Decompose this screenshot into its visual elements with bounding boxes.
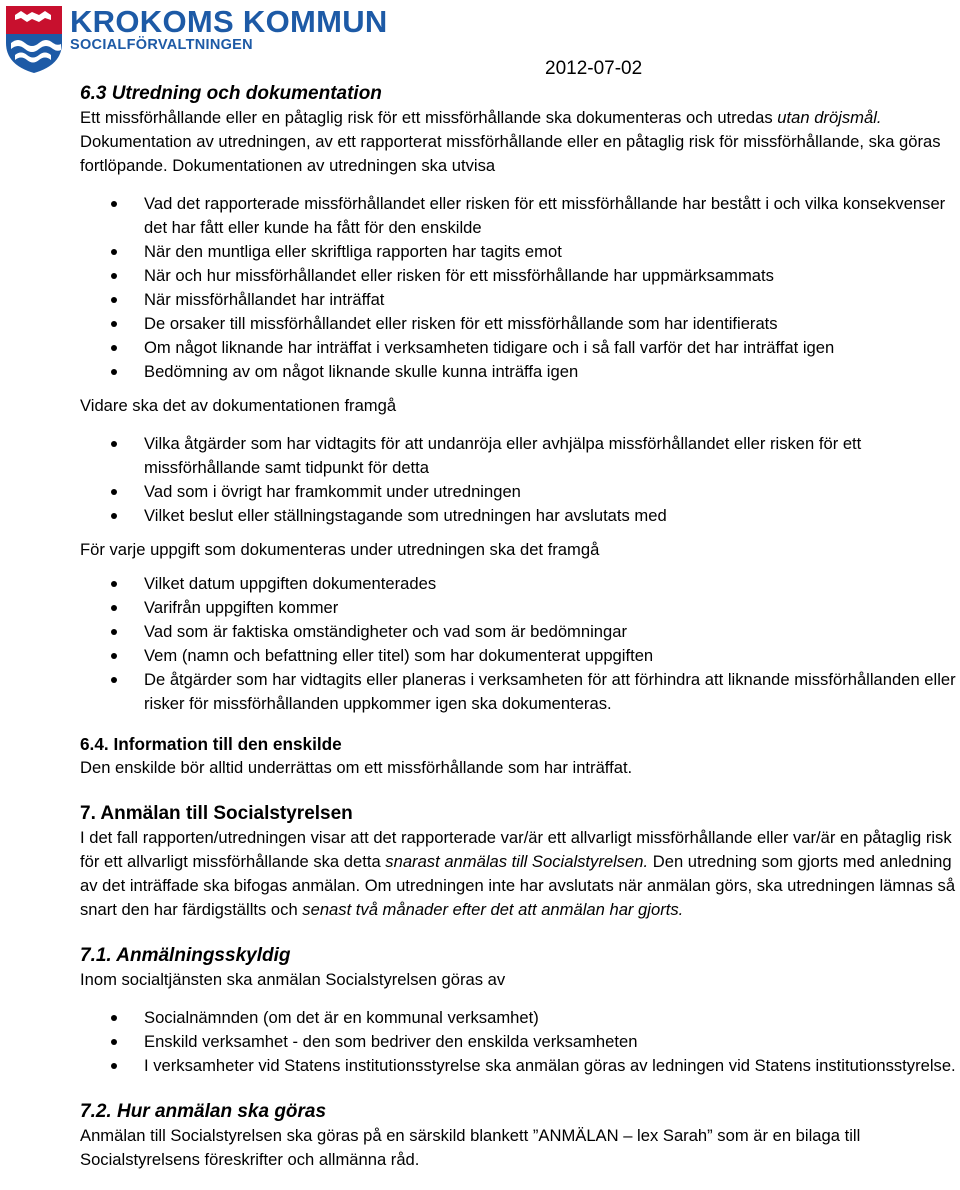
list-item: Bedömning av om något liknande skulle kunna inträffa igen	[80, 360, 960, 384]
intro-text-emphasis: utan dröjsmål.	[777, 108, 882, 127]
heading-6-3: 6.3 Utredning och dokumentation	[80, 83, 382, 104]
list-item: Vad det rapporterade missförhållandet eller risken för ett missförhållande har bestått i och vilka konsekvenser det har fått eller kunde ha fått för den enskilde	[80, 192, 960, 240]
list-item: I verksamheter vid Statens institutionsstyrelse ska anmälan göras av ledningen vid Statens institutionsstyrelse.	[80, 1054, 960, 1078]
paragraph-further: Vidare ska det av dokumentationen framgå	[80, 396, 397, 415]
list-item: Varifrån uppgiften kommer	[80, 596, 960, 620]
paragraph-7-1: Inom socialtjänsten ska anmälan Socialstyrelsen göras av	[80, 970, 506, 989]
paragraph-7-emphasis-2: senast två månader efter det att anmälan har gjorts.	[302, 900, 684, 919]
organization-name: KROKOMS KOMMUN	[70, 4, 388, 39]
further-requirements-list	[80, 432, 960, 528]
list-item: De åtgärder som har vidtagits eller planeras i verksamheten för att förhindra att liknande missförhållanden eller risker för missförhållanden uppkommer igen ska dokumenteras.	[80, 668, 960, 716]
page-header	[0, 0, 960, 82]
list-item: Vad som i övrigt har framkommit under utredningen	[80, 480, 960, 504]
paragraph-7	[80, 826, 960, 922]
organization-department: SOCIALFÖRVALTNINGEN	[70, 37, 253, 53]
list-item: Enskild verksamhet - den som bedriver den enskilda verksamheten	[80, 1030, 960, 1054]
list-item: Om något liknande har inträffat i verksamheten tidigare och i så fall varför det har inträffat igen	[80, 336, 960, 360]
document-date: 2012-07-02	[545, 58, 643, 79]
heading-7-2: 7.2. Hur anmälan ska göras	[80, 1101, 327, 1122]
list-item: Vilket beslut eller ställningstagande som utredningen har avslutats med	[80, 504, 960, 528]
list-item: När och hur missförhållandet eller risken för ett missförhållande har uppmärksammats	[80, 264, 960, 288]
documentation-requirements-list	[80, 192, 960, 384]
paragraph-6-4: Den enskilde bör alltid underrättas om ett missförhållande som har inträffat.	[80, 758, 633, 777]
list-item: Socialnämnden (om det är en kommunal verksamhet)	[80, 1006, 960, 1030]
list-item: Vem (namn och befattning eller titel) som har dokumenterat uppgiften	[80, 644, 960, 668]
intro-text-1: Ett missförhållande eller en påtaglig risk för ett missförhållande ska dokumenteras och utredas	[80, 108, 778, 127]
heading-6-4: 6.4. Information till den enskilde	[80, 734, 342, 754]
organization-block	[70, 6, 388, 53]
intro-paragraph	[80, 106, 960, 178]
list-item: Vilket datum uppgiften dokumenterades	[80, 572, 960, 596]
list-item: Vilka åtgärder som har vidtagits för att undanröja eller avhjälpa missförhållandet eller risken för ett missförhållande samt tidpunkt för detta	[80, 432, 960, 480]
paragraph-7-2: Anmälan till Socialstyrelsen ska göras på en särskild blankett ”ANMÄLAN – lex Sarah” som är en bilaga till Socialstyrelsens föreskrifter och allmänna råd.	[80, 1126, 861, 1169]
document-body	[80, 82, 960, 1172]
item-details-list	[80, 572, 960, 716]
paragraph-7-text-2: Den utredning som gjorts med anledning av det inträffade ska bifogas anmälan. Om utredningen inte har avslutats när anmälan görs, ska utredningen lämnas så snart den har färdigställts och	[80, 852, 956, 919]
list-item: När den muntliga eller skriftliga rapporten har tagits emot	[80, 240, 960, 264]
reporting-parties-list	[80, 1006, 960, 1078]
heading-7: 7. Anmälan till Socialstyrelsen	[80, 803, 353, 824]
list-item: Vad som är faktiska omständigheter och vad som är bedömningar	[80, 620, 960, 644]
paragraph-each-item: För varje uppgift som dokumenteras under utredningen ska det framgå	[80, 540, 600, 559]
paragraph-7-emphasis-1: snarast anmälas till Socialstyrelsen.	[385, 852, 649, 871]
list-item: De orsaker till missförhållandet eller risken för ett missförhållande som har identifierats	[80, 312, 960, 336]
heading-7-1: 7.1. Anmälningsskyldig	[80, 945, 291, 966]
paragraph-7-text-1: I det fall rapporten/utredningen visar att det rapporterade var/är ett allvarligt missförhållande eller var/är en påtaglig risk för ett allvarligt missförhållande ska detta	[80, 828, 952, 871]
intro-text-2: Dokumentation av utredningen, av ett rapporterat missförhållande eller en påtaglig risk för missförhållande, ska göras fortlöpande. Dokumentationen av utredningen ska utvisa	[80, 132, 941, 175]
municipal-coat-of-arms-logo	[3, 3, 65, 75]
list-item: När missförhållandet har inträffat	[80, 288, 960, 312]
